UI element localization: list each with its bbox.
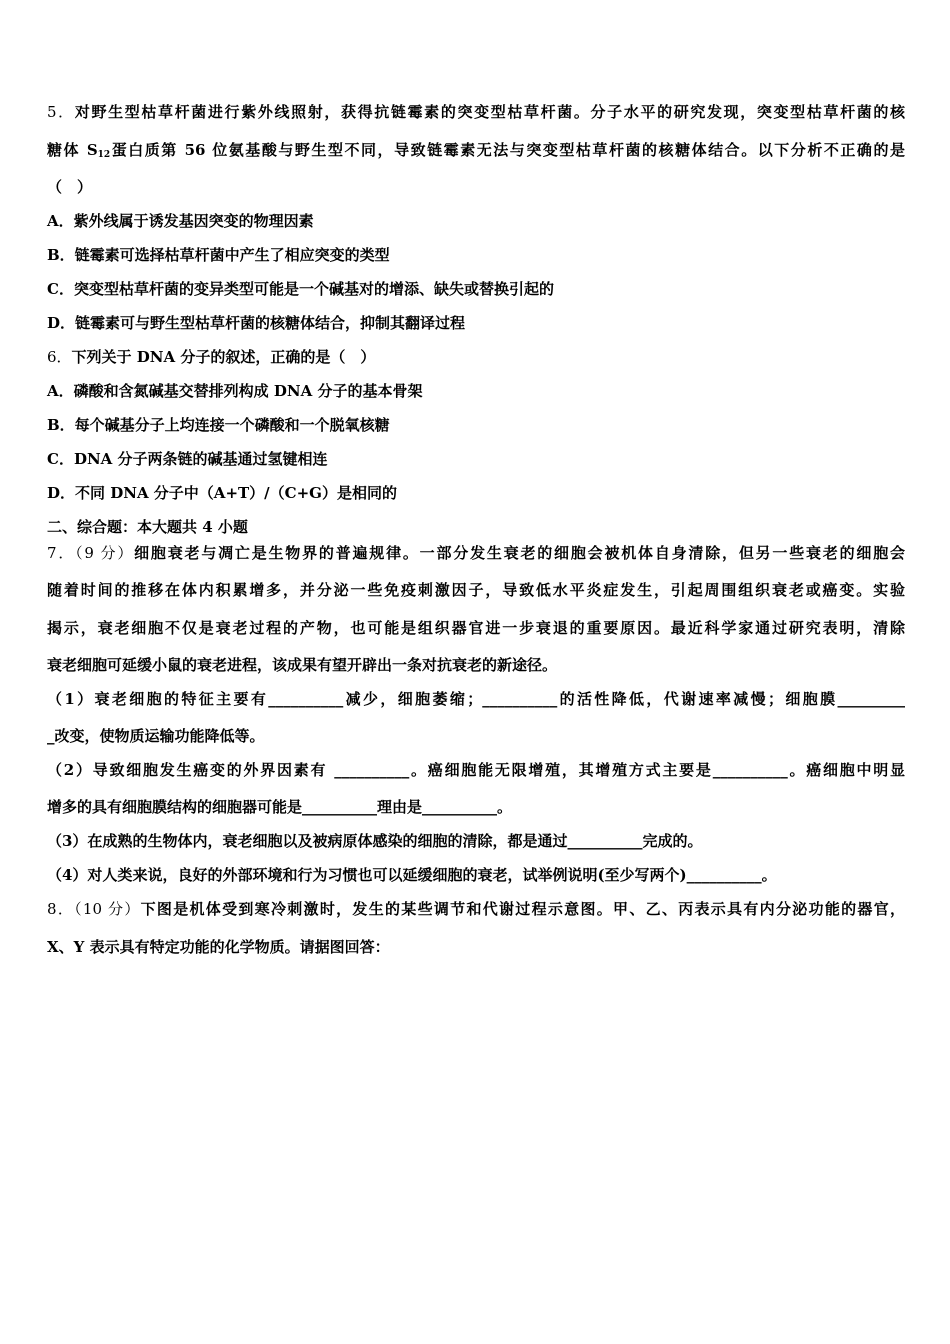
q5-option-a: A．紫外线属于诱发基因突变的物理因素 [47, 212, 314, 230]
q7-sub1-line-2: _改变，使物质运输功能降低等。 [47, 727, 265, 745]
q5-number: 5． [47, 103, 75, 121]
q8-stem-line-2: X、Y 表示具有特定功能的化学物质。请据图回答： [47, 938, 390, 956]
q6-option-b: B．每个碱基分子上均连接一个磷酸和一个脱氧核糖 [47, 416, 390, 434]
q7-sub3: （3）在成熟的生物体内，衰老细胞以及被病原体感染的细胞的清除，都是通过__________完成的。 [47, 832, 703, 850]
q7-sub1-line-1: （1）衰老细胞的特征主要有__________减少，细胞萎缩；__________的活性降低，代谢速率减慢；细胞膜_________ [47, 690, 905, 708]
q7-stem-line-1: 7．（9 分）细胞衰老与凋亡是生物界的普遍规律。一部分发生衰老的细胞会被机体自身清除，但另一些衰老的细胞会 [47, 544, 905, 562]
q5-stem-line-1: 5．对野生型枯草杆菌进行紫外线照射，获得抗链霉素的突变型枯草杆菌。分子水平的研究发现，突变型枯草杆菌的核 [47, 103, 905, 121]
q8-stem-line-1: 8．（10 分）下图是机体受到寒冷刺激时，发生的某些调节和代谢过程示意图。甲、乙、丙表示具有内分泌功能的器官， [47, 900, 905, 918]
q8-number: 8． [47, 900, 75, 918]
q7-sub2-line-2: 增多的具有细胞膜结构的细胞器可能是__________理由是__________。 [47, 798, 513, 816]
q5-stem-line-2: 糖体 $S_{12}$蛋白质第 56 位氨基酸与野生型不同，导致链霉素无法与突变型枯草杆菌的核糖体结合。以下分析不正确的是 [47, 141, 905, 160]
q5-option-c: C．突变型枯草杆菌的变异类型可能是一个碱基对的增添、缺失或替换引起的 [47, 280, 554, 298]
q5-option-b: B．链霉素可选择枯草杆菌中产生了相应突变的类型 [47, 246, 390, 264]
q8-score: （10 分） [74, 900, 141, 918]
q7-number: 7． [47, 544, 76, 562]
q6-number: 6． [47, 348, 72, 366]
q7-sub4: （4）对人类来说，良好的外部环境和行为习惯也可以延缓细胞的衰老，试举例说明(至少写两个)__________。 [47, 866, 777, 884]
q6-stem: 6．下列关于 DNA 分子的叙述，正确的是（ ） [47, 348, 376, 366]
q7-stem-line-2: 随着时间的推移在体内积累增多，并分泌一些免疫刺激因子，导致低水平炎症发生，引起周围组织衰老或癌变。实验 [47, 581, 905, 599]
q5-option-d: D．链霉素可与野生型枯草杆菌的核糖体结合，抑制其翻译过程 [47, 314, 466, 332]
q6-option-c: C．DNA 分子两条链的碱基通过氢键相连 [47, 450, 328, 468]
q7-stem-line-4: 衰老细胞可延缓小鼠的衰老进程，该成果有望开辟出一条对抗衰老的新途径。 [47, 656, 558, 674]
q7-stem-line-3: 揭示，衰老细胞不仅是衰老过程的产物，也可能是组织器官进一步衰退的重要原因。最近科学家通过研究表明，清除 [47, 619, 905, 637]
q7-score: （9 分） [75, 544, 135, 562]
q7-sub2-line-1: （2）导致细胞发生癌变的外界因素有 __________。癌细胞能无限增殖，其增殖方式主要是__________。癌细胞中明显 [47, 761, 905, 779]
q6-option-d: D．不同 DNA 分子中（A+T）/（C+G）是相同的 [47, 484, 397, 502]
q6-option-a: A．磷酸和含氮碱基交替排列构成 DNA 分子的基本骨架 [47, 382, 423, 400]
q5-answer-bracket: （ ） [47, 178, 93, 196]
section-2-heading: 二、综合题：本大题共 4 小题 [47, 518, 248, 536]
